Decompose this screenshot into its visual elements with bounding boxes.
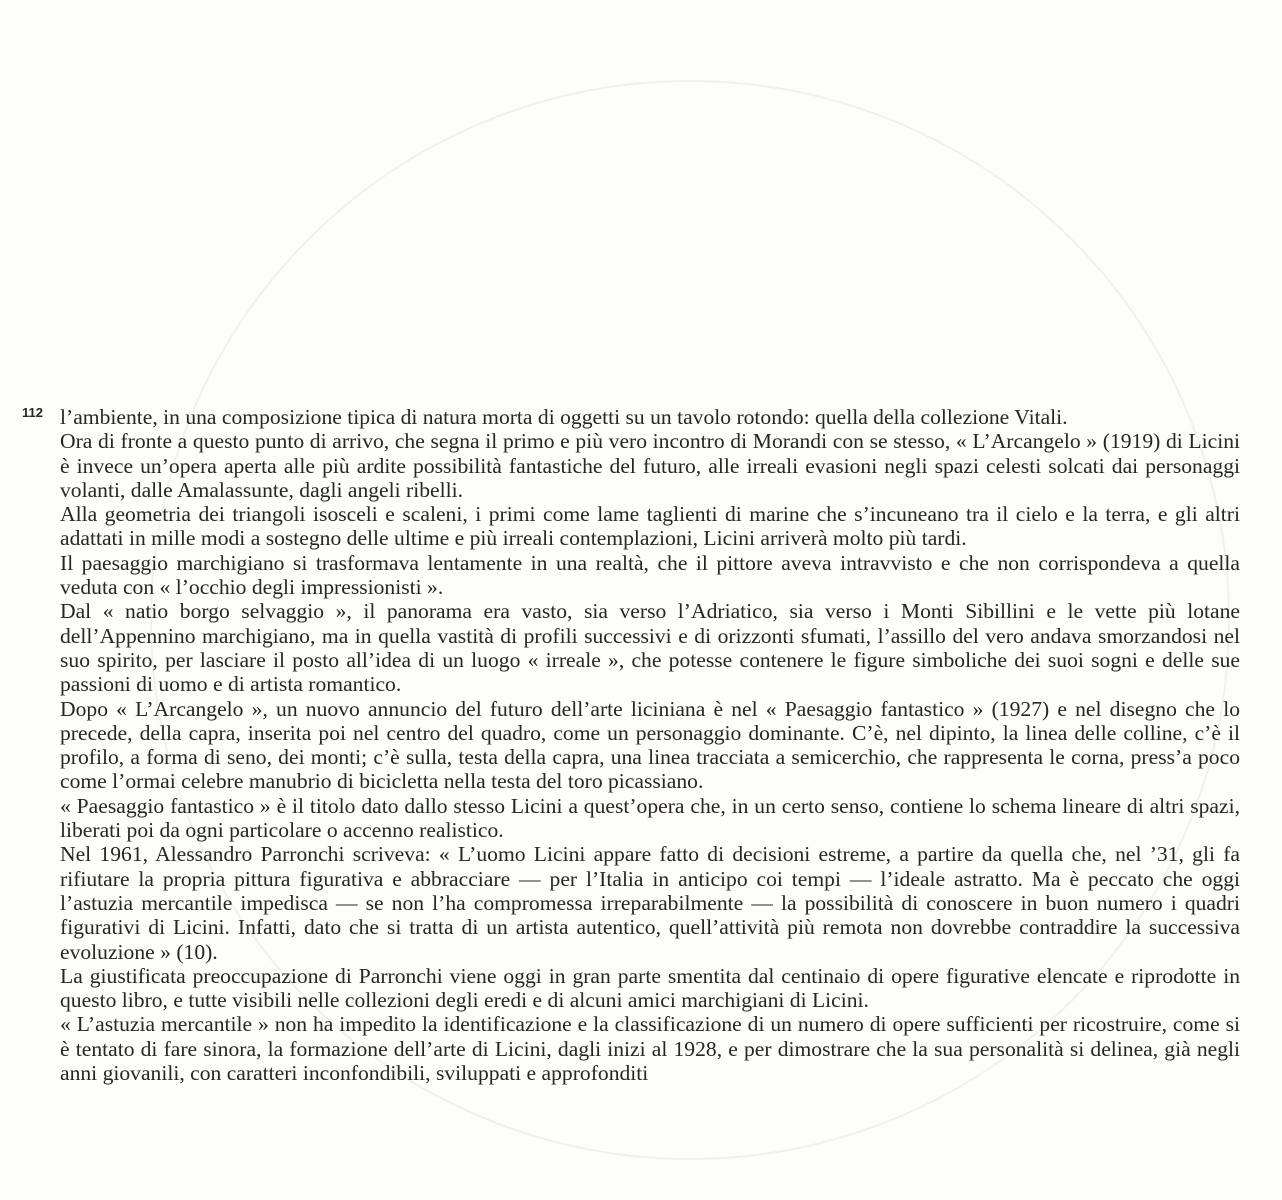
paragraph: « Paesaggio fantastico » è il titolo dato dallo stesso Licini a quest’opera che, in un certo senso, contiene lo schema lineare di altri spazi, liberati poi da ogni particolare o accenno realistico. [60, 793, 1240, 843]
paragraph: l’ambiente, in una composizione tipica di natura morta di oggetti su un tavolo rotondo: quella della collezione Vitali. [60, 405, 1068, 429]
paragraph: Nel 1961, Alessandro Parronchi scriveva: « L’uomo Licini appare fatto di decisioni estreme, a partire da quella che, nel ’31, gli fa rifiutare la propria pittura figurativa e abbracciare — per l’Italia in anticipo coi tempi — l’ideale astratto. Ma è peccato che oggi l’astuzia mercantile impedisca — se non l’ha compromessa irreparabilmente — la possibilità di conoscere in buon numero i quadri figurativi di Licini. Infatti, dato che si tratta di un artista autentico, quell’attività più remota non dovrebbe contraddire la successiva evoluzione » (10). [60, 842, 1240, 964]
paragraph: La giustificata preoccupazione di Parronchi viene oggi in gran parte smentita dal centinaio di opere figurative elencate e riprodotte in questo libro, e tutte visibili nelle collezioni degli eredi e di alcuni amici marchigiani di Licini. [60, 963, 1240, 1013]
page-number: 112 [22, 405, 43, 420]
body-text [60, 405, 1240, 1085]
paragraph: Alla geometria dei triangoli isosceli e scaleni, i primi come lame taglienti di marine che s’incuneano tra il cielo e la terra, e gli altri adattati in mille modi a sostegno delle ultime e più irreali contemplazioni, Licini arriverà molto più tardi. [60, 502, 1240, 551]
paragraph: « L’astuzia mercantile » non ha impedito la identificazione e la classificazione di un numero di opere sufficienti per ricostruire, come si è tentato di fare sinora, la formazione dell’arte di Licini, dagli inizi al 1928, e per dimostrare che la sua personalità si delinea, già negli anni giovanili, con caratteri inconfondibili, sviluppati e approfonditi [60, 1012, 1240, 1086]
paragraph: Il paesaggio marchigiano si trasformava lentamente in una realtà, che il pittore aveva intravvisto e che non corrispondeva a quella veduta con « l’occhio degli impressionisti ». [60, 550, 1240, 600]
paragraph: Dopo « L’Arcangelo », un nuovo annuncio del futuro dell’arte liciniana è nel « Paesaggio fantastico » (1927) e nel disegno che lo precede, della capra, inserita poi nel centro del quadro, come un personaggio dominante. C’è, nel dipinto, la linea delle colline, c’è il profilo, a forma di seno, dei monti; c’è sulla, testa della capra, una linea tracciata a semicerchio, che rappresenta le corna, press’a poco come l’ormai celebre manubrio di bicicletta nella testa del toro picassiano. [60, 696, 1240, 794]
paragraph: Ora di fronte a questo punto di arrivo, che segna il primo e più vero incontro di Morandi con se stesso, « L’Arcangelo » (1919) di Licini è invece un’opera aperta alle più ardite possibilità fantastiche del futuro, alle irreali evasioni negli spazi celesti solcati dai personaggi volanti, dalle Amalassunte, dagli angeli ribelli. [60, 429, 1240, 502]
paragraph: Dal « natio borgo selvaggio », il panorama era vasto, sia verso l’Adriatico, sia verso i Monti Sibillini e le vette più lotane dell’Appennino marchigiano, ma in quella vastità di profili successivi e di orizzonti sfumati, l’assillo del vero andava smorzandosi nel suo spirito, per lasciare il posto all’idea di un luogo « irreale », che potesse contenere le figure simboliche dei suoi sogni e delle sue passioni di uomo e di artista romantico. [60, 599, 1240, 697]
